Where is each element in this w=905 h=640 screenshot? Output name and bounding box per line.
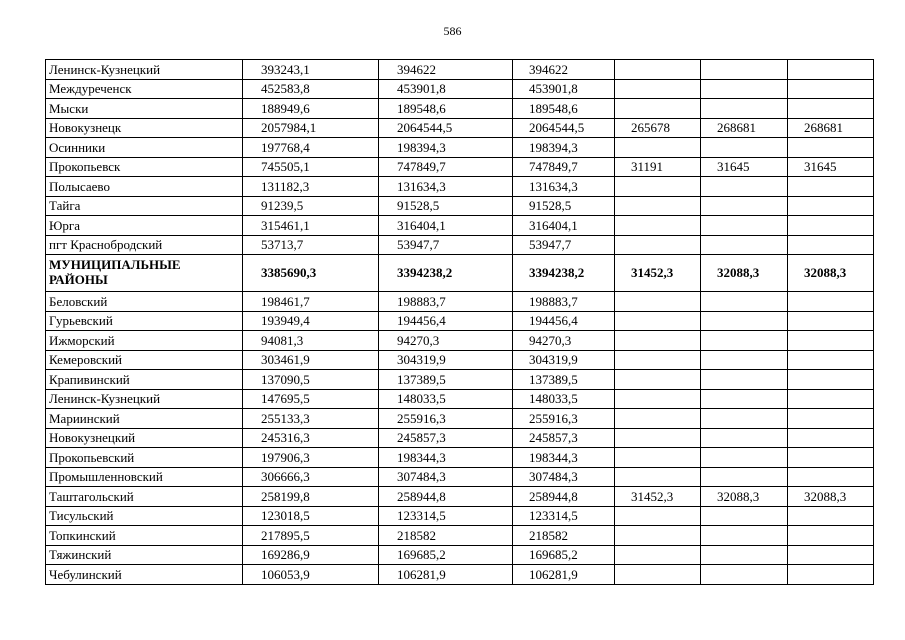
table-row xyxy=(46,235,874,255)
table-row-subtotal xyxy=(46,255,874,292)
value-cell-col5 xyxy=(701,370,788,390)
value-cell-col3: 106281,9 xyxy=(513,565,615,585)
municipality-name-cell: Кемеровский xyxy=(46,350,243,370)
value-cell-col1: 255133,3 xyxy=(243,409,379,429)
value-cell-col1: 245316,3 xyxy=(243,428,379,448)
value-cell-col4 xyxy=(615,565,701,585)
value-cell-col2: 137389,5 xyxy=(379,370,513,390)
value-cell-col4 xyxy=(615,448,701,468)
value-cell-col5 xyxy=(701,467,788,487)
value-cell-col6 xyxy=(788,216,874,236)
value-cell-col6 xyxy=(788,196,874,216)
table-row xyxy=(46,79,874,99)
municipality-name-cell: Ленинск-Кузнецкий xyxy=(46,389,243,409)
value-cell-col3: 394622 xyxy=(513,60,615,80)
municipality-name-cell: Новокузнецкий xyxy=(46,428,243,448)
value-cell-col4 xyxy=(615,196,701,216)
municipality-name-cell: Тайга xyxy=(46,196,243,216)
value-cell-col4 xyxy=(615,526,701,546)
value-cell-col6 xyxy=(788,177,874,197)
value-cell-col5 xyxy=(701,99,788,119)
value-cell-col3: 747849,7 xyxy=(513,157,615,177)
value-cell-col2: 258944,8 xyxy=(379,487,513,507)
value-cell-col4 xyxy=(615,467,701,487)
value-cell-col5 xyxy=(701,292,788,312)
value-cell-col3: 198344,3 xyxy=(513,448,615,468)
value-cell-col4 xyxy=(615,331,701,351)
value-cell-col2: 198344,3 xyxy=(379,448,513,468)
value-cell-col1: 131182,3 xyxy=(243,177,379,197)
value-cell-col1: 217895,5 xyxy=(243,526,379,546)
value-cell-col2: 304319,9 xyxy=(379,350,513,370)
value-cell-col2: 131634,3 xyxy=(379,177,513,197)
value-cell-col1: 53713,7 xyxy=(243,235,379,255)
value-cell-col4 xyxy=(615,177,701,197)
value-cell-col1: 197768,4 xyxy=(243,138,379,158)
value-cell-col5: 31645 xyxy=(701,157,788,177)
table-row xyxy=(46,565,874,585)
value-cell-col2: 91528,5 xyxy=(379,196,513,216)
value-cell-col3: 148033,5 xyxy=(513,389,615,409)
value-cell-col4 xyxy=(615,428,701,448)
value-cell-col4 xyxy=(615,409,701,429)
value-cell-col6 xyxy=(788,60,874,80)
value-cell-col4 xyxy=(615,216,701,236)
value-cell-col4 xyxy=(615,235,701,255)
value-cell-col2: 198394,3 xyxy=(379,138,513,158)
value-cell-col6 xyxy=(788,370,874,390)
table-row xyxy=(46,60,874,80)
value-cell-col5 xyxy=(701,350,788,370)
value-cell-col4 xyxy=(615,350,701,370)
value-cell-col4 xyxy=(615,79,701,99)
value-cell-col4 xyxy=(615,370,701,390)
value-cell-col6 xyxy=(788,389,874,409)
value-cell-col1: 147695,5 xyxy=(243,389,379,409)
value-cell-col4: 31452,3 xyxy=(615,255,701,292)
value-cell-col3: 218582 xyxy=(513,526,615,546)
value-cell-col1: 123018,5 xyxy=(243,506,379,526)
municipality-name-cell: Промышленновский xyxy=(46,467,243,487)
municipality-name-cell: Крапивинский xyxy=(46,370,243,390)
table-row xyxy=(46,331,874,351)
value-cell-col6: 32088,3 xyxy=(788,255,874,292)
table-row xyxy=(46,118,874,138)
value-cell-col5: 268681 xyxy=(701,118,788,138)
budget-table xyxy=(45,59,874,585)
value-cell-col2: 148033,5 xyxy=(379,389,513,409)
table-row xyxy=(46,177,874,197)
value-cell-col4 xyxy=(615,545,701,565)
page-number: 586 xyxy=(443,24,462,38)
value-cell-col2: 245857,3 xyxy=(379,428,513,448)
value-cell-col5 xyxy=(701,545,788,565)
value-cell-col3: 198883,7 xyxy=(513,292,615,312)
value-cell-col3: 53947,7 xyxy=(513,235,615,255)
value-cell-col2: 218582 xyxy=(379,526,513,546)
value-cell-col3: 3394238,2 xyxy=(513,255,615,292)
value-cell-col5: 32088,3 xyxy=(701,255,788,292)
value-cell-col2: 2064544,5 xyxy=(379,118,513,138)
municipality-name-cell: Прокопьевский xyxy=(46,448,243,468)
value-cell-col5 xyxy=(701,235,788,255)
value-cell-col6 xyxy=(788,526,874,546)
municipality-name-cell: Таштагольский xyxy=(46,487,243,507)
value-cell-col2: 53947,7 xyxy=(379,235,513,255)
table-row xyxy=(46,526,874,546)
value-cell-col2: 194456,4 xyxy=(379,311,513,331)
value-cell-col4: 265678 xyxy=(615,118,701,138)
value-cell-col1: 169286,9 xyxy=(243,545,379,565)
table-body xyxy=(46,60,874,585)
municipality-name-cell: Юрга xyxy=(46,216,243,236)
table-row xyxy=(46,99,874,119)
value-cell-col5 xyxy=(701,331,788,351)
municipality-name-cell: Беловский xyxy=(46,292,243,312)
value-cell-col4 xyxy=(615,99,701,119)
value-cell-col2: 189548,6 xyxy=(379,99,513,119)
value-cell-col1: 137090,5 xyxy=(243,370,379,390)
value-cell-col2: 3394238,2 xyxy=(379,255,513,292)
municipality-name-cell: Топкинский xyxy=(46,526,243,546)
value-cell-col1: 3385690,3 xyxy=(243,255,379,292)
value-cell-col3: 307484,3 xyxy=(513,467,615,487)
value-cell-col6: 31645 xyxy=(788,157,874,177)
value-cell-col2: 106281,9 xyxy=(379,565,513,585)
value-cell-col3: 131634,3 xyxy=(513,177,615,197)
value-cell-col4 xyxy=(615,311,701,331)
value-cell-col3: 169685,2 xyxy=(513,545,615,565)
value-cell-col5: 32088,3 xyxy=(701,487,788,507)
value-cell-col1: 393243,1 xyxy=(243,60,379,80)
value-cell-col6 xyxy=(788,409,874,429)
value-cell-col1: 106053,9 xyxy=(243,565,379,585)
value-cell-col2: 198883,7 xyxy=(379,292,513,312)
table-row xyxy=(46,389,874,409)
municipality-name-cell: Ленинск-Кузнецкий xyxy=(46,60,243,80)
value-cell-col6 xyxy=(788,99,874,119)
table-row xyxy=(46,506,874,526)
value-cell-col3: 304319,9 xyxy=(513,350,615,370)
value-cell-col5 xyxy=(701,177,788,197)
value-cell-col1: 198461,7 xyxy=(243,292,379,312)
municipality-name-cell: Прокопьевск xyxy=(46,157,243,177)
value-cell-col6 xyxy=(788,331,874,351)
value-cell-col2: 453901,8 xyxy=(379,79,513,99)
value-cell-col2: 123314,5 xyxy=(379,506,513,526)
value-cell-col6 xyxy=(788,350,874,370)
value-cell-col3: 255916,3 xyxy=(513,409,615,429)
value-cell-col3: 123314,5 xyxy=(513,506,615,526)
value-cell-col3: 137389,5 xyxy=(513,370,615,390)
value-cell-col3: 194456,4 xyxy=(513,311,615,331)
table-row xyxy=(46,370,874,390)
table-row xyxy=(46,448,874,468)
value-cell-col5 xyxy=(701,196,788,216)
table-row xyxy=(46,216,874,236)
value-cell-col5 xyxy=(701,409,788,429)
table-row xyxy=(46,545,874,565)
value-cell-col6: 268681 xyxy=(788,118,874,138)
municipality-name-cell: пгт Краснобродский xyxy=(46,235,243,255)
value-cell-col5 xyxy=(701,60,788,80)
value-cell-col6 xyxy=(788,545,874,565)
value-cell-col3: 91528,5 xyxy=(513,196,615,216)
value-cell-col3: 245857,3 xyxy=(513,428,615,448)
value-cell-col6 xyxy=(788,428,874,448)
value-cell-col5 xyxy=(701,216,788,236)
table-row xyxy=(46,138,874,158)
value-cell-col3: 316404,1 xyxy=(513,216,615,236)
municipality-name-cell: Новокузнецк xyxy=(46,118,243,138)
value-cell-col1: 2057984,1 xyxy=(243,118,379,138)
value-cell-col2: 747849,7 xyxy=(379,157,513,177)
table-row xyxy=(46,350,874,370)
value-cell-col1: 745505,1 xyxy=(243,157,379,177)
value-cell-col6 xyxy=(788,311,874,331)
value-cell-col1: 197906,3 xyxy=(243,448,379,468)
value-cell-col3: 198394,3 xyxy=(513,138,615,158)
value-cell-col1: 306666,3 xyxy=(243,467,379,487)
table-row xyxy=(46,409,874,429)
value-cell-col6 xyxy=(788,138,874,158)
value-cell-col2: 316404,1 xyxy=(379,216,513,236)
value-cell-col6 xyxy=(788,235,874,255)
value-cell-col5 xyxy=(701,138,788,158)
value-cell-col6 xyxy=(788,467,874,487)
value-cell-col1: 258199,8 xyxy=(243,487,379,507)
value-cell-col5 xyxy=(701,428,788,448)
value-cell-col5 xyxy=(701,506,788,526)
value-cell-col4: 31191 xyxy=(615,157,701,177)
value-cell-col4 xyxy=(615,506,701,526)
value-cell-col3: 453901,8 xyxy=(513,79,615,99)
value-cell-col6 xyxy=(788,79,874,99)
municipality-name-cell: Чебулинский xyxy=(46,565,243,585)
municipality-name-cell: Осинники xyxy=(46,138,243,158)
table-row xyxy=(46,428,874,448)
value-cell-col3: 94270,3 xyxy=(513,331,615,351)
municipality-name-cell: Тяжинский xyxy=(46,545,243,565)
value-cell-col5 xyxy=(701,311,788,331)
value-cell-col4 xyxy=(615,292,701,312)
municipality-name-cell: Междуреченск xyxy=(46,79,243,99)
value-cell-col6 xyxy=(788,506,874,526)
value-cell-col6 xyxy=(788,448,874,468)
value-cell-col1: 303461,9 xyxy=(243,350,379,370)
value-cell-col2: 255916,3 xyxy=(379,409,513,429)
municipality-name-cell: МУНИЦИПАЛЬНЫЕ РАЙОНЫ xyxy=(46,255,243,292)
value-cell-col4: 31452,3 xyxy=(615,487,701,507)
table-row xyxy=(46,292,874,312)
table-row xyxy=(46,196,874,216)
table-row xyxy=(46,311,874,331)
value-cell-col2: 307484,3 xyxy=(379,467,513,487)
value-cell-col6 xyxy=(788,292,874,312)
value-cell-col1: 94081,3 xyxy=(243,331,379,351)
value-cell-col1: 315461,1 xyxy=(243,216,379,236)
value-cell-col5 xyxy=(701,448,788,468)
value-cell-col1: 193949,4 xyxy=(243,311,379,331)
value-cell-col2: 94270,3 xyxy=(379,331,513,351)
value-cell-col3: 258944,8 xyxy=(513,487,615,507)
value-cell-col1: 91239,5 xyxy=(243,196,379,216)
value-cell-col3: 189548,6 xyxy=(513,99,615,119)
municipality-name-cell: Тисульский xyxy=(46,506,243,526)
table-row xyxy=(46,467,874,487)
value-cell-col6 xyxy=(788,565,874,585)
value-cell-col1: 188949,6 xyxy=(243,99,379,119)
value-cell-col3: 2064544,5 xyxy=(513,118,615,138)
value-cell-col6: 32088,3 xyxy=(788,487,874,507)
value-cell-col1: 452583,8 xyxy=(243,79,379,99)
value-cell-col5 xyxy=(701,526,788,546)
municipality-name-cell: Полысаево xyxy=(46,177,243,197)
value-cell-col2: 394622 xyxy=(379,60,513,80)
municipality-name-cell: Мыски xyxy=(46,99,243,119)
municipality-name-cell: Мариинский xyxy=(46,409,243,429)
value-cell-col2: 169685,2 xyxy=(379,545,513,565)
table-row xyxy=(46,487,874,507)
value-cell-col5 xyxy=(701,389,788,409)
value-cell-col4 xyxy=(615,138,701,158)
value-cell-col5 xyxy=(701,565,788,585)
value-cell-col5 xyxy=(701,79,788,99)
table-row xyxy=(46,157,874,177)
value-cell-col4 xyxy=(615,60,701,80)
municipality-name-cell: Ижморский xyxy=(46,331,243,351)
municipality-name-cell: Гурьевский xyxy=(46,311,243,331)
value-cell-col4 xyxy=(615,389,701,409)
